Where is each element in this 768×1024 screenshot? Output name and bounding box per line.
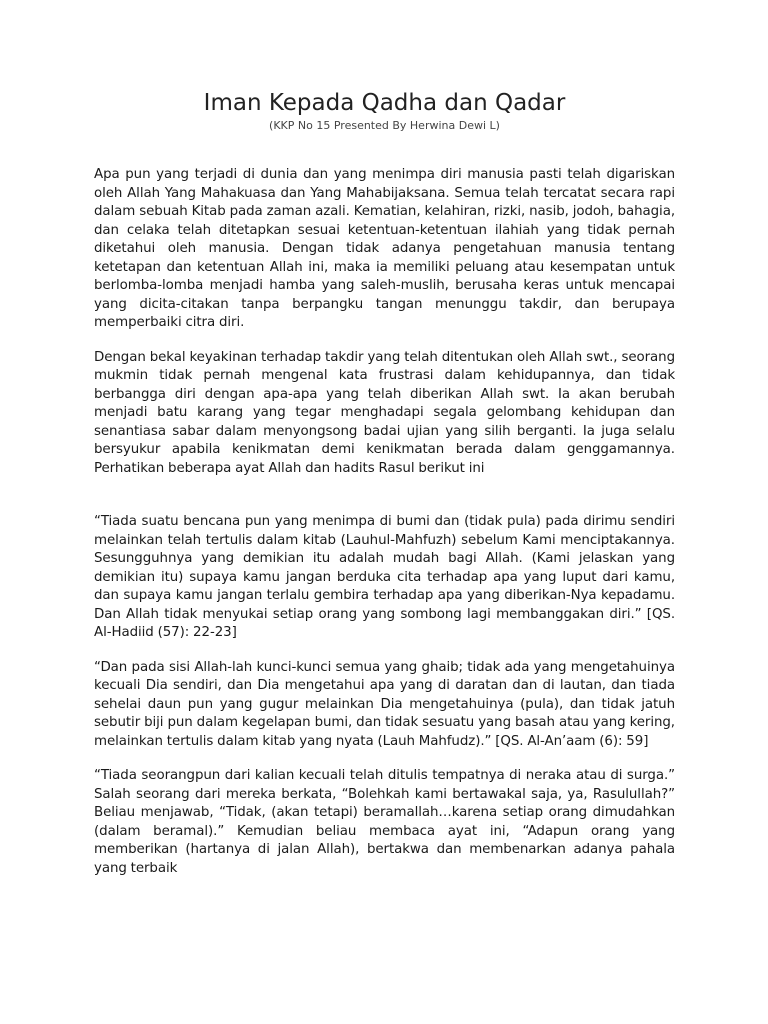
document-page <box>94 88 675 878</box>
paragraph-belief: Dengan bekal keyakinan terhadap takdir yang telah ditentukan oleh Allah swt., seorang mukmin tidak pernah mengenal kata frustrasi dalam kehidupannya, dan tidak berbangga diri dengan apa-apa yang telah diberikan Allah swt. Ia akan berubah menjadi batu karang yang tegar menghadapi segala gelombang kehidupan dan senantiasa sabar dalam menyongsong badai ujian yang silih berganti. Ia juga selalu bersyukur apabila kenikmatan demi kenikmatan berada dalam genggamannya. Perhatikan beberapa ayat Allah dan hadits Rasul berikut ini <box>94 349 675 476</box>
paragraph-intro: Apa pun yang terjadi di dunia dan yang menimpa diri manusia pasti telah digariskan oleh Allah Yang Mahakuasa dan Yang Mahabijaksana. Semua telah tercatat secara rapi dalam sebuah Kitab pada zaman azali. Kematian, kelahiran, rizki, nasib, jodoh, bahagia, dan celaka telah ditetapkan sesuai ketentuan-ketentuan ilahiah yang tidak pernah diketahui oleh manusia. Dengan tidak adanya pengetahuan manusia tentang ketetapan dan ketentuan Allah ini, maka ia memiliki peluang atau kesempatan untuk berlomba-lomba menjadi hamba yang saleh-muslih, berusaha keras untuk mencapai yang dicita-citakan tanpa berpangku tangan menunggu takdir, dan berupaya memperbaiki citra diri. <box>94 167 675 330</box>
quote-al-anaam: “Dan pada sisi Allah-lah kunci-kunci semua yang ghaib; tidak ada yang mengetahuinya kecuali Dia sendiri, dan Dia mengetahui apa yang di daratan dan di lautan, dan tiada sehelai daun pun yang gugur melainkan Dia mengetahuinya (pula), dan tidak jatuh sebutir biji pun dalam kegelapan bumi, dan tidak sesuatu yang basah atau yang kering, melainkan tertulis dalam kitab yang nyata (Lauh Mahfudz).” [QS. Al-An’aam (6): 59] <box>94 659 675 749</box>
quote-al-hadiid: “Tiada suatu bencana pun yang menimpa di bumi dan (tidak pula) pada dirimu sendiri melainkan telah tertulis dalam kitab (Lauhul-Mahfuzh) sebelum Kami menciptakannya. Sesungguhnya yang demikian itu adalah mudah bagi Allah. (Kami jelaskan yang demikian itu) supaya kamu jangan berduka cita terhadap apa yang luput dari kamu, dan supaya kamu jangan terlalu gembira terhadap apa yang diberikan-Nya kepadamu. Dan Allah tidak menyukai setiap orang yang sombong lagi membanggakan diri.” [QS. Al-Hadiid (57): 22-23] <box>94 514 675 640</box>
document-subtitle: (KKP No 15 Presented By Herwina Dewi L) <box>269 119 500 132</box>
hadith-paragraph: “Tiada seorangpun dari kalian kecuali telah ditulis tempatnya di neraka atau di surga.” Salah seorang dari mereka berkata, “Bolehkah kami bertawakal saja, ya, Rasulullah?” Beliau menjawab, “Tidak, (akan tetapi) beramallah…karena setiap orang dimudahkan (dalam beramal).” Kemudian beliau membaca ayat ini, “Adapun orang yang memberikan (hartanya di jalan Allah), bertakwa dan membenarkan adanya pahala yang terbaik <box>94 768 675 876</box>
document-title: Iman Kepada Qadha dan Qadar <box>203 90 566 116</box>
